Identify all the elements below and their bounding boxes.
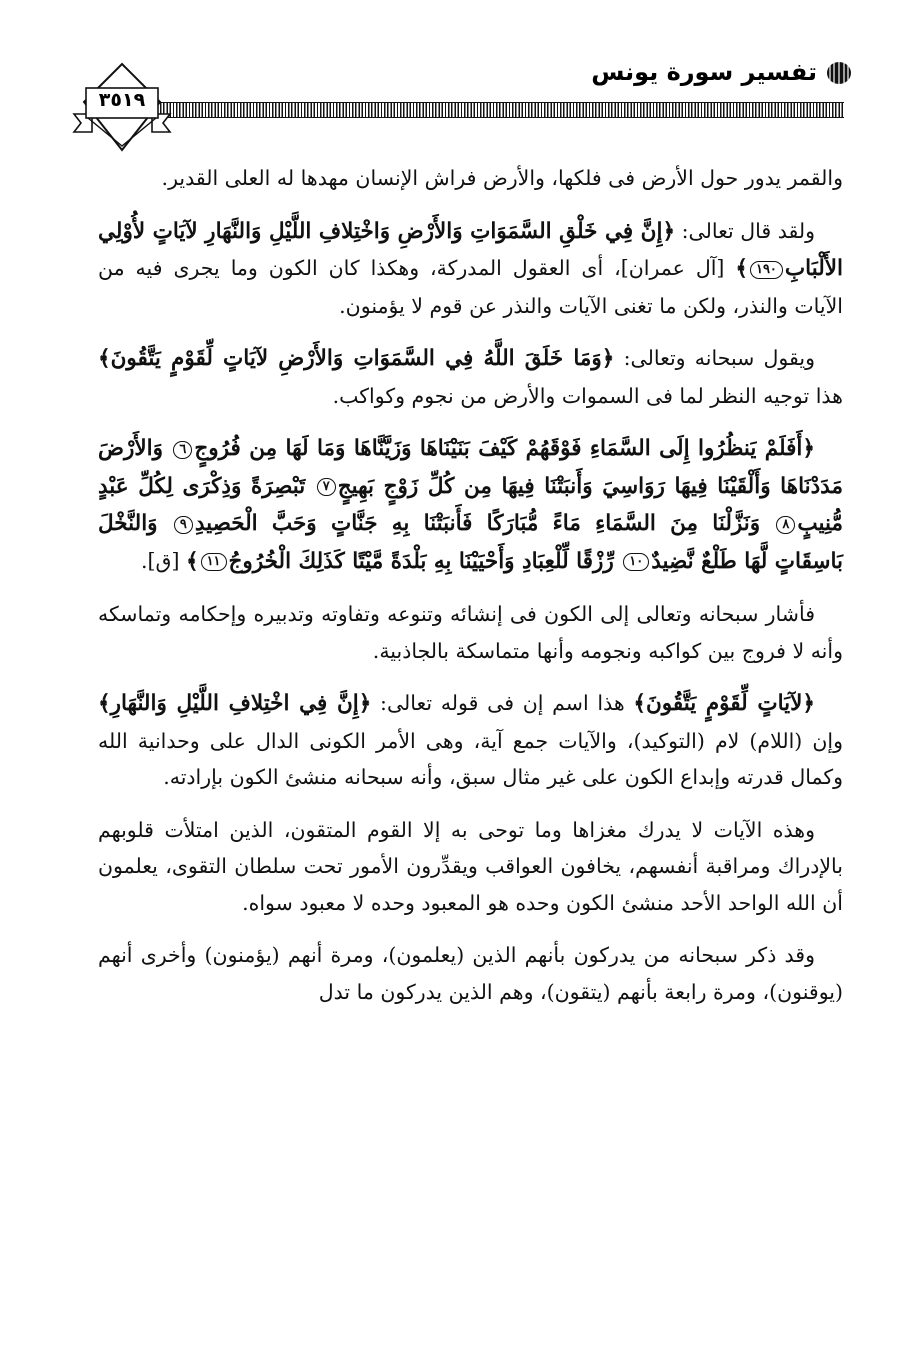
ayah-number: ٨ (776, 516, 795, 534)
paragraph-text: ويقول سبحانه وتعالى: (614, 346, 815, 370)
ayah-number: ٦ (173, 441, 192, 459)
quran-verse: تَبْصِرَةً وَذِكْرَى لِكُلِّ عَبْدٍ مُّنِيبٍ (98, 473, 843, 536)
surah-title: تفسير سورة يونس (591, 58, 817, 86)
paragraph (98, 430, 843, 580)
paragraph (98, 937, 843, 1010)
paragraph-text: [آل عمران]، أى العقول المدركة، وهكذا كان الكون وما يجرى فيه من الآيات والنذر، ولكن ما تغنى الآيات والنذر عن قوم لا يؤمنون. (98, 256, 843, 318)
ayah-number: ٧ (317, 478, 336, 496)
quran-verse: وَالأَرْضَ مَدَدْنَاهَا وَأَلْقَيْنَا فِيهَا رَوَاسِيَ وَأَنبَتْنَا فِيهَا مِن كُلِّ زَوْجٍ بَهِيجٍ (98, 436, 843, 499)
paragraph (98, 685, 843, 796)
paragraph-text: وإن (اللام) لام (التوكيد)، والآيات جمع آية، وهى الأمر الكونى الدال على وحدانية الله وكمال قدرته وإبداع الكون على غير مثال سبق، وأنه سبحانه منشئ الكون بإرادته. (98, 728, 843, 789)
body-text (98, 160, 843, 1026)
quran-verse: ﴾ (735, 256, 748, 281)
quran-verse: ﴿لآيَاتٍ لِّقَوْمٍ يَتَّقُونَ﴾ (633, 691, 815, 716)
ayah-number: ١٠ (623, 553, 649, 571)
paragraph-text: وهذه الآيات لا يدرك مغزاها وما توحى به إلا القوم المتقون، الذين امتلأت قلوبهم بالإدراك ومراقبة أنفسهم، يخافون العواقب ويقدِّرون الأمور تحت سلطان التقوى، يعلمون أن الله الواحد الأحد منشئ الكون وحده هو المعبود وحده لا معبود سواه. (98, 817, 843, 915)
paragraph (98, 340, 843, 414)
paragraph-text: فأشار سبحانه وتعالى إلى الكون فى إنشائه وتنوعه وتفاوته وتدبيره وإحكامه وتماسكه وأنه لا فروج بين كواكبه ونجومه وأنها متماسكة بالجاذبية. (98, 602, 843, 663)
paragraph (98, 812, 843, 922)
quran-verse: ﴿وَمَا خَلَقَ اللَّهُ فِي السَّمَوَاتِ وَالأَرْضِ لآيَاتٍ لِّقَوْمٍ يَتَّقُونَ﴾ (98, 346, 615, 371)
ayah-number: ١٩٠ (750, 261, 783, 279)
paragraph-text: هذا اسم إن فى قوله تعالى: (371, 691, 634, 715)
quran-verse: ﴿إِنَّ فِي خَلْقِ السَّمَوَاتِ وَالأَرْضِ وَاخْتِلافِ اللَّيْلِ وَالنَّهَارِ لآيَاتٍ لأُوْلِي الأَلْبَابِ (98, 218, 843, 281)
quran-verse: رِّزْقًا لِّلْعِبَادِ وَأَحْيَيْنَا بِهِ بَلْدَةً مَّيْتًا كَذَلِكَ الْخُرُوجُ (228, 548, 622, 574)
quran-verse: ﴾ (185, 548, 199, 574)
page-number: ٣٥١٩ (98, 89, 146, 111)
quran-verse: ﴿إِنَّ فِي اخْتِلافِ اللَّيْلِ وَالنَّهَارِ﴾ (98, 691, 372, 716)
paragraph (98, 596, 843, 669)
ayah-number: ٩ (174, 516, 193, 534)
quran-verse: وَالنَّخْلَ بَاسِقَاتٍ لَّهَا طَلْعٌ نَّضِيدٌ (98, 511, 843, 574)
paragraph-text: [ق]. (141, 548, 186, 573)
header-rule (160, 102, 844, 118)
paragraph-text: وقد ذكر سبحانه من يدركون بأنهم الذين (يعلمون)، ومرة أنهم (يؤمنون) وأخرى أنهم (يوقنون)، ومرة رابعة بأنهم (يتقون)، وهم الذين يدركون ما تدل (98, 943, 843, 1004)
ayah-number: ١١ (201, 553, 227, 571)
paragraph-text: ولقد قال تعالى: (675, 218, 815, 243)
quran-verse: ﴿أَفَلَمْ يَنظُرُوا إِلَى السَّمَاءِ فَوْقَهُمْ كَيْفَ بَنَيْنَاهَا وَزَيَّنَّاهَا وَمَا لَهَا مِن فُرُوجٍ (194, 436, 815, 461)
ornament-icon (825, 60, 853, 86)
quran-verse: وَنَزَّلْنَا مِنَ السَّمَاءِ مَاءً مُّبَارَكًا فَأَنبَتْنَا بِهِ جَنَّاتٍ وَحَبَّ الْحَصِيدِ (194, 511, 775, 536)
paragraph-text: والقمر يدور حول الأرض فى فلكها، والأرض فراش الإنسان مهدها له العلى القدير. (161, 166, 843, 190)
paragraph (98, 213, 843, 325)
paragraph-text: هذا توجيه النظر لما فى السموات والأرض من نجوم وكواكب. (332, 383, 843, 408)
paragraph (98, 160, 843, 197)
